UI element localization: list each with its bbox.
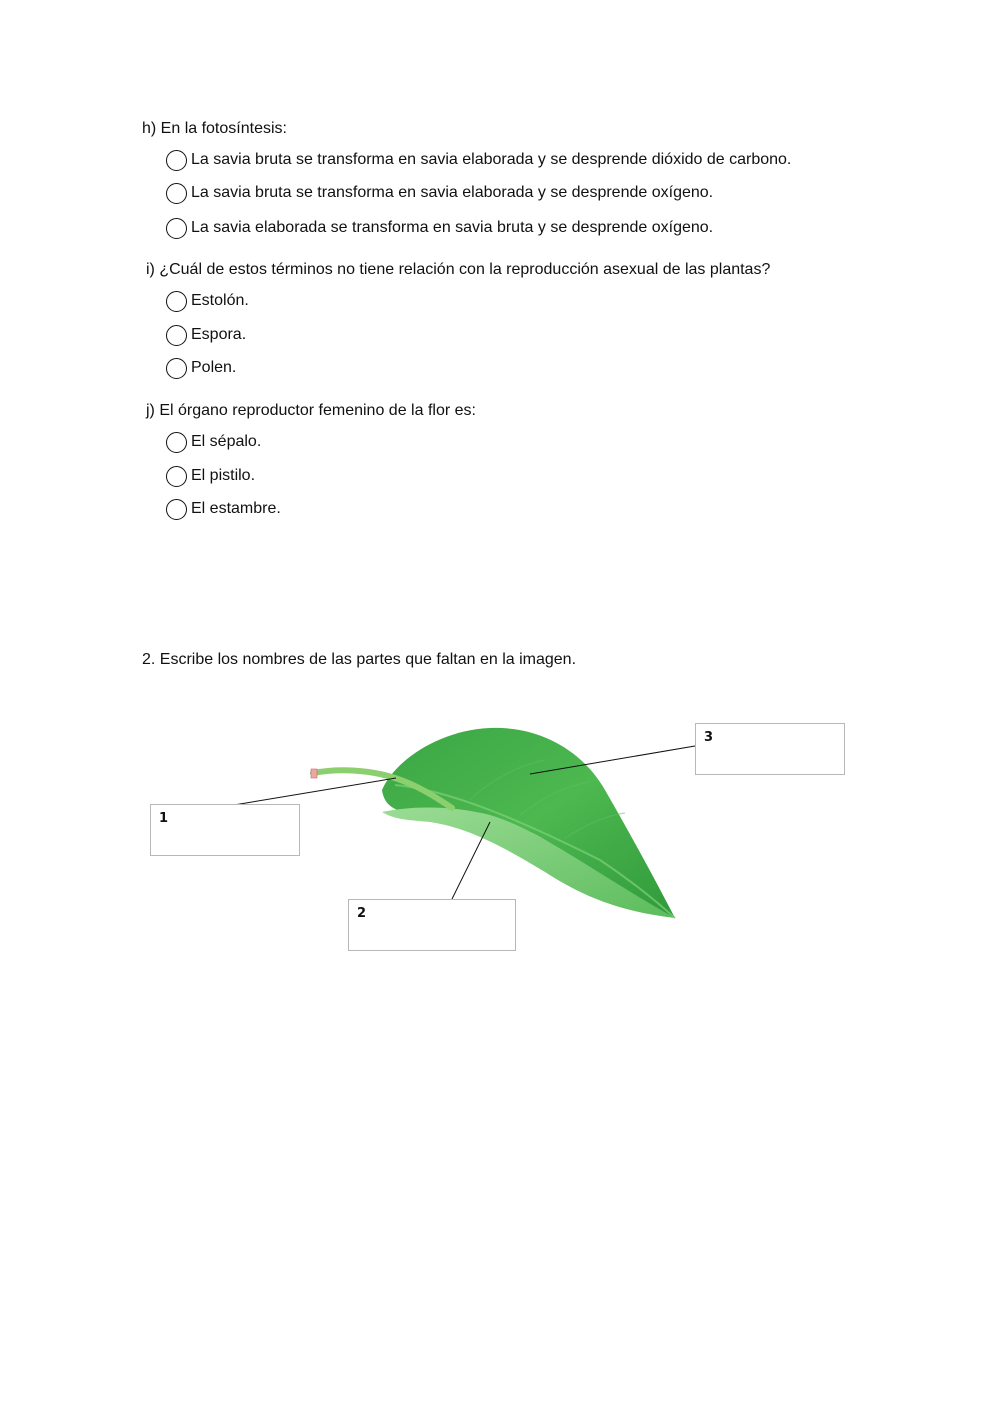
question-j-title: j) El órgano reproductor femenino de la flor es:	[146, 402, 476, 419]
option-label: La savia bruta se transforma en savia elaborada y se desprende oxígeno.	[191, 184, 714, 201]
question-h-title: h) En la fotosíntesis:	[142, 120, 287, 137]
answer-box-3[interactable]	[695, 723, 845, 775]
option-label: Espora.	[191, 326, 247, 343]
stem-cut-end	[311, 769, 317, 778]
box-number: 3	[704, 730, 714, 745]
answer-box-2[interactable]	[348, 899, 516, 951]
option-label: El pistilo.	[191, 467, 256, 484]
box-number: 2	[357, 906, 367, 921]
question-i-title: i) ¿Cuál de estos términos no tiene relación con la reproducción asexual de las plantas?	[146, 261, 771, 278]
option-label: Estolón.	[191, 292, 249, 309]
box-number: 1	[159, 811, 169, 826]
leader-line-1	[234, 778, 396, 805]
option-label: El sépalo.	[191, 433, 262, 450]
option-label: Polen.	[191, 359, 237, 376]
leader-line-2	[452, 822, 490, 899]
exercise-2-title: 2. Escribe los nombres de las partes que faltan en la imagen.	[142, 651, 577, 668]
option-label: La savia bruta se transforma en savia elaborada y se desprende dióxido de carbono.	[191, 151, 792, 168]
option-label: El estambre.	[191, 500, 281, 517]
option-label: La savia elaborada se transforma en savia bruta y se desprende oxígeno.	[191, 219, 714, 236]
answer-box-1[interactable]	[150, 804, 300, 856]
